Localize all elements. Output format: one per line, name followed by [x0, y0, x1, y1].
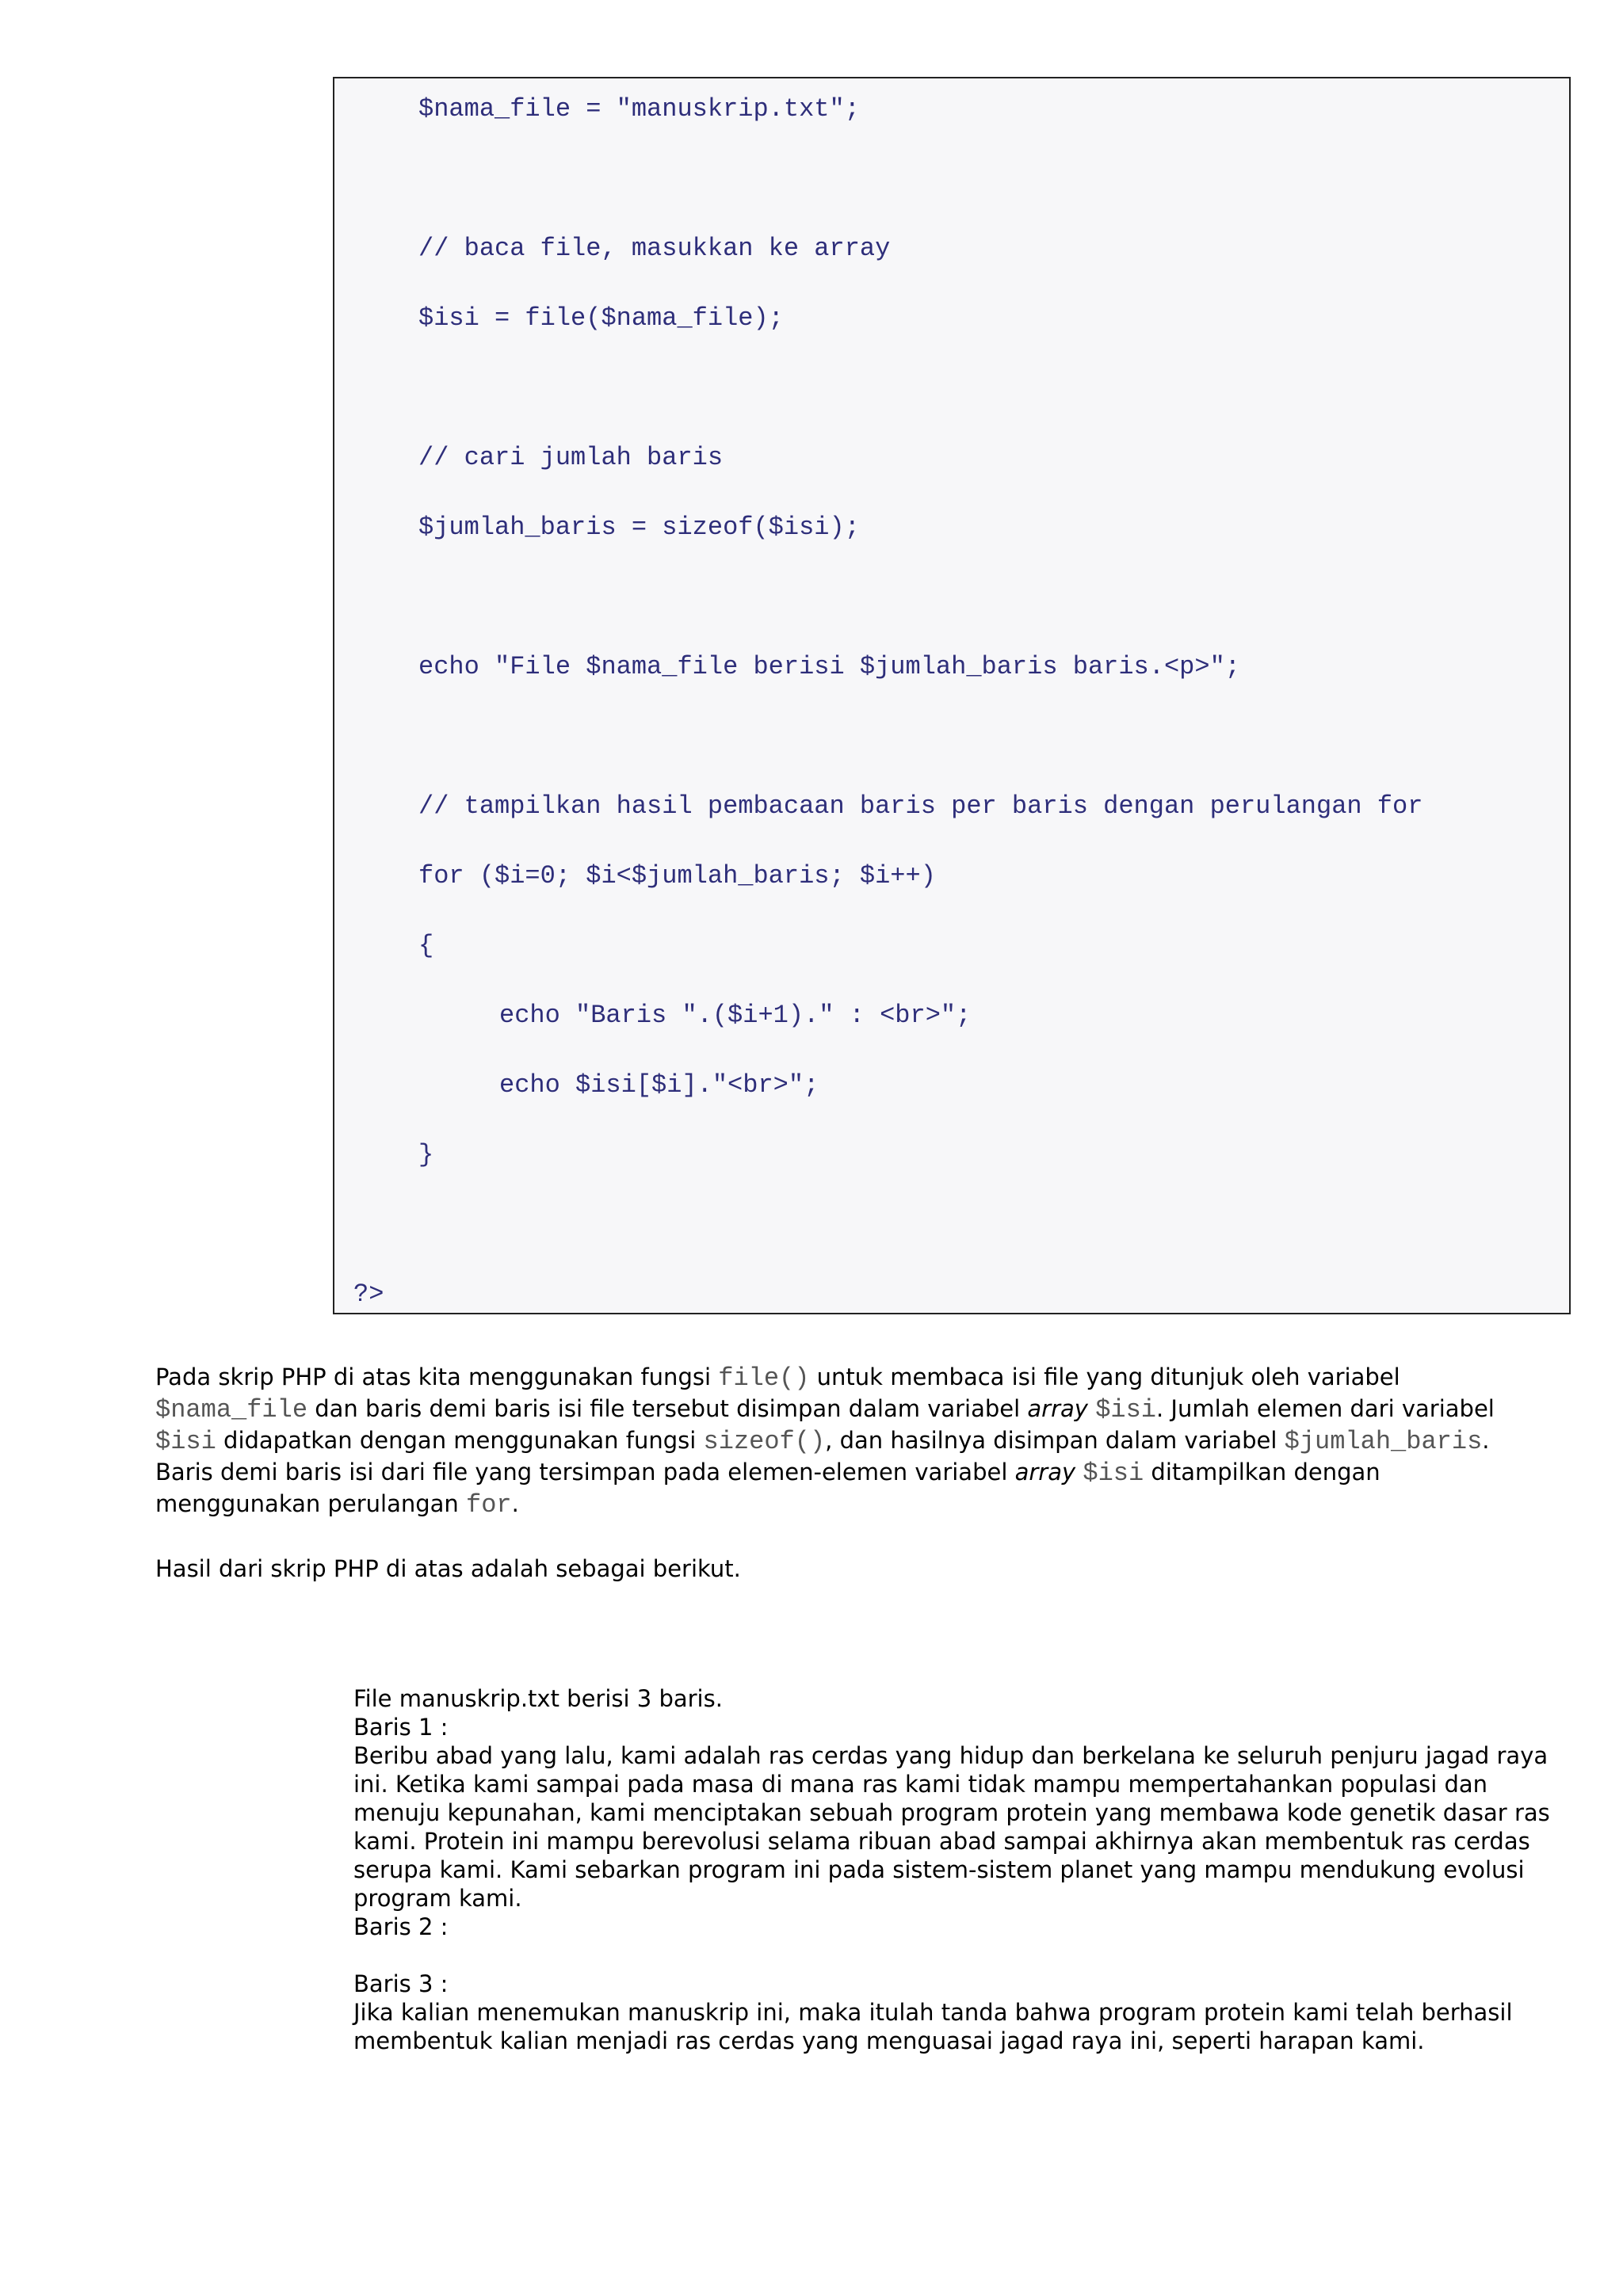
code-line: for ($i=0; $i<$jumlah_baris; $i++): [418, 861, 936, 891]
explanation-text: untuk membaca isi file yang ditunjuk oleh variabel: [809, 1363, 1400, 1390]
explanation-text: . Jumlah elemen dari variabel: [1156, 1395, 1495, 1422]
explanation-text: Pada skrip PHP di atas kita menggunakan fungsi: [155, 1363, 719, 1390]
code-line: ?>: [353, 1280, 384, 1309]
script-output: [353, 1684, 1550, 2055]
inline-code: $jumlah_baris: [1284, 1427, 1483, 1456]
output-line: [353, 1941, 1550, 1970]
inline-code: $nama_file: [155, 1395, 308, 1425]
explanation-text: dan baris demi baris isi file tersebut disimpan dalam variabel: [307, 1395, 1028, 1422]
explanation-text: didapatkan dengan menggunakan fungsi: [216, 1427, 704, 1454]
code-line: {: [418, 931, 434, 960]
code-line: }: [418, 1140, 434, 1169]
explanation-text: .: [511, 1490, 519, 1517]
code-comment: // baca file, masukkan ke array: [418, 234, 891, 263]
output-line: Baris 1 :: [353, 1714, 449, 1741]
output-line: Baris 2 :: [353, 1913, 449, 1940]
code-line: $jumlah_baris = sizeof($isi);: [418, 513, 860, 542]
code-line: echo $isi[$i]."<br>";: [499, 1070, 819, 1100]
output-line: File manuskrip.txt berisi 3 baris.: [353, 1685, 723, 1712]
emphasis-text: array: [1027, 1395, 1088, 1422]
emphasis-text: array: [1014, 1459, 1076, 1486]
inline-code: file(): [718, 1363, 810, 1393]
inline-code: sizeof(): [703, 1427, 826, 1456]
code-block: [333, 77, 1571, 1314]
inline-code: $isi: [155, 1427, 216, 1456]
explanation-text: ditampilkan dengan menggunakan perulangan: [155, 1459, 1381, 1517]
explanation-text: [1075, 1459, 1083, 1486]
inline-code: $isi: [1095, 1395, 1156, 1425]
output-line: Baris 3 :: [353, 1970, 449, 1997]
output-line: Jika kalian menemukan manuskrip ini, maka itulah tanda bahwa program protein kami telah berhasil membentuk kalian menjadi ras cerdas yang menguasai jagad raya ini, seperti harapan kami.: [353, 1999, 1513, 2054]
code-line: $isi = file($nama_file);: [418, 303, 784, 333]
result-intro: Hasil dari skrip PHP di atas adalah sebagai berikut.: [155, 1555, 741, 1582]
code-line: echo "File $nama_file berisi $jumlah_baris baris.<p>";: [418, 652, 1240, 681]
inline-code: $isi: [1083, 1459, 1144, 1488]
output-line: Beribu abad yang lalu, kami adalah ras cerdas yang hidup dan berkelana ke seluruh penjuru jagad raya ini. Ketika kami sampai pada masa di mana ras kami tidak mampu mempertahankan populasi dan menuju kepunahan, kami menciptakan sebuah program protein yang membawa kode genetik dasar ras kami. Protein ini mampu berevolusi selama ribuan abad sampai akhirnya akan membentuk ras cerdas serupa kami. Kami sebarkan program ini pada sistem-sistem planet yang mampu mendukung evolusi program kami.: [353, 1742, 1550, 1912]
explanation-text: , dan hasilnya disimpan dalam variabel: [825, 1427, 1285, 1454]
explanation-paragraph: [155, 1362, 1550, 1520]
explanation-text: [1088, 1395, 1095, 1422]
explanation-text: . Baris demi baris isi dari file yang tersimpan pada elemen-elemen variabel: [155, 1427, 1490, 1486]
inline-code: for: [466, 1490, 512, 1520]
code-comment: // tampilkan hasil pembacaan baris per baris dengan perulangan for: [418, 791, 1423, 821]
code-line: $nama_file = "manuskrip.txt";: [418, 94, 860, 124]
code-comment: // cari jumlah baris: [418, 443, 724, 472]
code-line: echo "Baris ".($i+1)." : <br>";: [499, 1001, 972, 1030]
